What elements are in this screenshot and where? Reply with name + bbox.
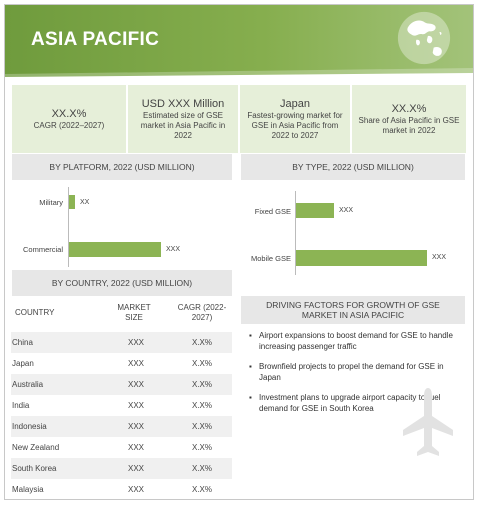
country-cell: Japan [12,359,34,368]
header-banner [5,5,474,78]
market-size-cell: XXX [128,380,145,389]
airplane-icon [401,386,455,464]
cagr-cell: X.X% [192,485,213,494]
driver-item: ▪ Investment plans to upgrade airport capacity to fuel demand for GSE in South Korea [247,393,465,414]
market-size-cell: XXX [128,464,145,473]
cagr-cell: X.X% [192,338,213,347]
region-title: ASIA PACIFIC [31,29,160,50]
market-size-cell: XXX [128,359,145,368]
table-row [11,395,232,416]
stat-value: Japan [280,97,310,110]
country-cell: Australia [12,380,44,389]
stat-share [352,85,466,153]
cagr-cell: X.X% [192,422,213,431]
table-row [11,416,232,437]
type-bar-mobile [296,250,427,266]
table-row [11,479,232,500]
country-cell: South Korea [12,464,57,473]
cagr-cell: X.X% [192,464,213,473]
stat-value: XX.X% [51,107,87,120]
infographic-page [4,4,474,500]
stat-fastest-growing [240,85,350,153]
table-row [11,458,232,479]
stat-value: XX.X% [391,102,427,115]
stat-value: USD XXX Million [141,97,225,110]
column-header-cagr: CAGR (2022-2027) [177,303,227,322]
country-table-header [15,302,230,332]
market-size-cell: XXX [128,485,145,494]
column-header-market-size: MARKET SIZE [117,303,151,322]
platform-chart-heading: BY PLATFORM, 2022 (USD MILLION) [12,154,232,180]
market-size-cell: XXX [128,443,145,452]
platform-bar-military [69,195,75,209]
table-row [11,437,232,458]
market-size-cell: XXX [128,338,145,347]
type-bar-label-mobile: Mobile GSE [250,254,291,263]
stat-caption: CAGR (2022–2027) [33,120,105,130]
country-cell: New Zealand [12,443,60,452]
platform-bar-value-military: XX [80,199,90,206]
drivers-heading: DRIVING FACTORS FOR GROWTH OF GSE MARKET IN ASIA PACIFIC [241,296,465,324]
cagr-cell: X.X% [192,380,213,389]
cagr-cell: X.X% [192,401,213,410]
table-row [11,353,232,374]
column-header-country: COUNTRY [15,308,55,317]
platform-bar-value-commercial: XXX [166,246,181,253]
platform-bar-commercial [69,242,161,257]
type-bar-value-fixed: XXX [339,207,354,214]
type-chart-heading: BY TYPE, 2022 (USD MILLION) [241,154,465,180]
world-map-icon [395,9,453,67]
type-bar-value-mobile: XXX [432,254,447,261]
type-bar-label-fixed: Fixed GSE [254,207,291,216]
stat-cagr [12,85,126,153]
country-cell: Malaysia [12,485,44,494]
country-cell: Indonesia [12,422,47,431]
platform-bar-label-military: Military [39,198,63,207]
cagr-cell: X.X% [192,443,213,452]
market-size-cell: XXX [128,401,145,410]
table-row [11,332,232,353]
country-cell: China [12,338,33,347]
stat-caption: Fastest-growing market for GSE in Asia Pacific from 2022 to 2027 [247,110,343,140]
cagr-cell: X.X% [192,359,213,368]
stat-caption: Estimated size of GSE market in Asia Pacific in 2022 [140,110,226,140]
market-size-cell: XXX [128,422,145,431]
type-bar-fixed [296,203,334,218]
table-row [11,374,232,395]
platform-bar-label-commercial: Commercial [22,245,63,254]
driver-item: ▪ Brownfield projects to propel the demand for GSE in Japan [247,362,465,383]
country-cell: India [12,401,30,410]
country-table-heading: BY COUNTRY, 2022 (USD MILLION) [12,270,232,296]
driver-item: ▪ Airport expansions to boost demand for GSE to handle increasing passenger traffic [247,331,465,352]
stat-market-size [128,85,238,153]
stat-caption: Share of Asia Pacific in GSE market in 2022 [358,115,460,135]
